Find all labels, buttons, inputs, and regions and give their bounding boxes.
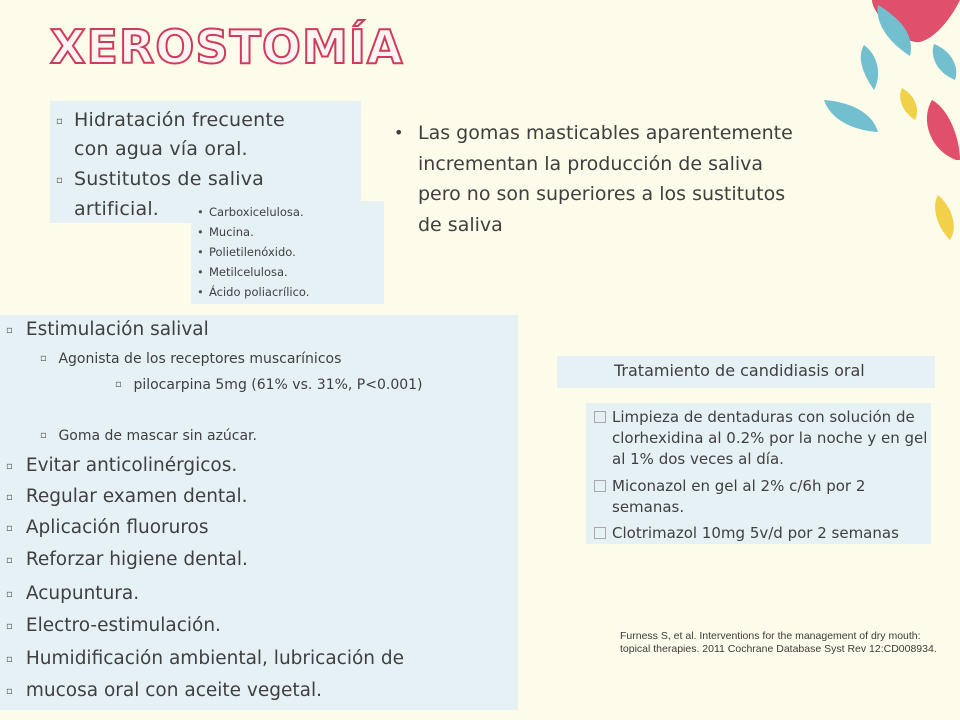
list-item: • Polietilenóxido. [197,242,296,262]
bullet-square-icon: ▫ [6,325,13,336]
list-item: • Metilcelulosa. [197,262,288,282]
bullet-dot-icon: • [394,123,404,142]
bullet-square-icon: ▫ [6,654,13,665]
list-item: ▫ Regular examen dental. [6,486,248,507]
candidiasis-heading-panel [557,356,935,388]
list-item: ▫ Evitar anticolinérgicos. [6,455,238,476]
list-item: ▫ Humidificación ambiental, lubricación de [6,648,405,669]
list-item: ▫ Electro-estimulación. [6,615,221,636]
checkbox-bullet-icon [594,480,606,492]
list-item: ▫ Aplicación fluoruros [6,517,209,538]
bullet-square-icon: ▫ [6,555,13,566]
checkbox-bullet-icon [594,527,606,539]
list-item: ▫ Sustitutos de saliva [56,164,264,196]
list-item: Miconazol en gel al 2% c/6h por 2 semanas. [594,476,929,497]
bullet-square-icon: ▫ [6,492,13,503]
bullet-square-icon: ▫ [40,353,47,364]
bullet-square-icon: ▫ [115,379,122,390]
list-item: • Ácido poliacrílico. [197,282,309,302]
list-item: ▫ mucosa oral con aceite vegetal. [6,680,322,701]
list-item-continuation: artificial. [74,198,160,220]
bullet-square-icon: ▫ [6,589,13,600]
sub-list-item: ▫ Agonista de los receptores muscarínicos [40,351,342,367]
checkbox-bullet-icon [594,411,606,423]
bullet-square-icon: ▫ [6,621,13,632]
bullet-square-icon: ▫ [6,686,13,697]
bullet-square-icon: ▫ [56,175,63,186]
management-measures-panel [0,315,518,710]
list-item: Limpieza de dentaduras con solución de clorhexidina al 0.2% por la noche y en gel al 1% dos veces al día. [594,407,929,428]
list-item: ▫ Acupuntura. [6,583,140,604]
list-item-continuation: con agua vía oral. [74,138,248,160]
sub-sub-list-item: ▫ pilocarpina 5mg (61% vs. 31%, P<0.001) [115,377,423,393]
list-item: • Mucina. [197,222,254,242]
bullet-square-icon: ▫ [56,116,63,127]
chewing-gum-text: Las gomas masticables aparentemente incrementan la producción de saliva pero no son superiores a los sustitutos de saliva [418,122,793,236]
list-item: Clotrimazol 10mg 5v/d por 2 semanas [594,523,929,544]
list-item: ▫ Hidratación frecuente [56,105,285,137]
list-item: • Carboxicelulosa. [197,202,304,222]
candidiasis-treatment-panel [586,403,931,544]
bullet-square-icon: ▫ [6,523,13,534]
reference-citation: Furness S, et al. Interventions for the management of dry mouth: topical therapies. 2011 Cochrane Database Syst Rev 12:CD008934. [620,630,937,655]
saliva-substitutes-panel [191,201,384,304]
bullet-square-icon: ▫ [40,430,47,441]
slide-title: XEROSTOMÍA [50,20,404,74]
sub-list-item: ▫ Goma de mascar sin azúcar. [40,428,257,444]
bullet-square-icon: ▫ [6,461,13,472]
list-item: ▫ Reforzar higiene dental. [6,549,248,570]
candidiasis-heading: Tratamiento de candidiasis oral [614,361,865,380]
list-item: ▫ Estimulación salival [6,319,209,340]
